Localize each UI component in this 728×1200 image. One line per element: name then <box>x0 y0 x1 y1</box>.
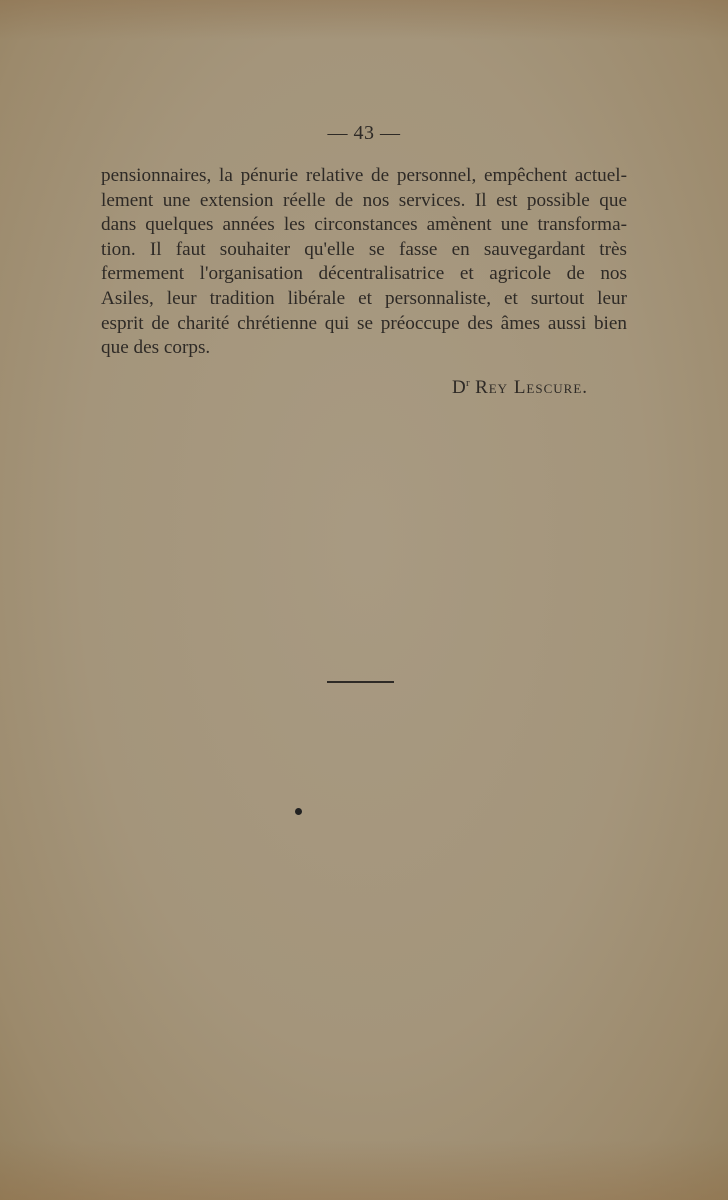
ink-dot <box>295 808 302 815</box>
paragraph-line: pensionnaires, la pénurie relative de personnel, empêchent actuel- <box>101 165 627 186</box>
section-end-rule <box>327 681 394 683</box>
paragraph-line: lement une extension réelle de nos services. Il est possible que <box>101 189 627 211</box>
paragraph-line: Asiles, leur tradition libérale et personnaliste, et surtout leur <box>101 287 627 309</box>
signature-title: D <box>452 377 467 398</box>
page-edge-top <box>0 0 728 40</box>
page-number: — 43 — <box>327 122 401 144</box>
page-edge-bottom <box>0 1140 728 1200</box>
paragraph-line: dans quelques années les circonstances amènent une transforma- <box>101 214 627 236</box>
body-paragraph <box>101 164 627 361</box>
signature-title-superscript: r <box>466 377 470 389</box>
paragraph-line: que des corps. <box>101 337 211 359</box>
signature-name: Rey Lescure. <box>475 377 589 398</box>
paragraph-line: tion. Il faut souhaiter qu'elle se fasse en sauvegardant très <box>101 238 627 260</box>
paragraph-line: esprit de charité chrétienne qui se préoccupe des âmes aussi bien <box>101 312 627 334</box>
paragraph-line: fermement l'organisation décentralisatrice et agricole de nos <box>101 263 627 285</box>
author-signature <box>452 377 588 399</box>
